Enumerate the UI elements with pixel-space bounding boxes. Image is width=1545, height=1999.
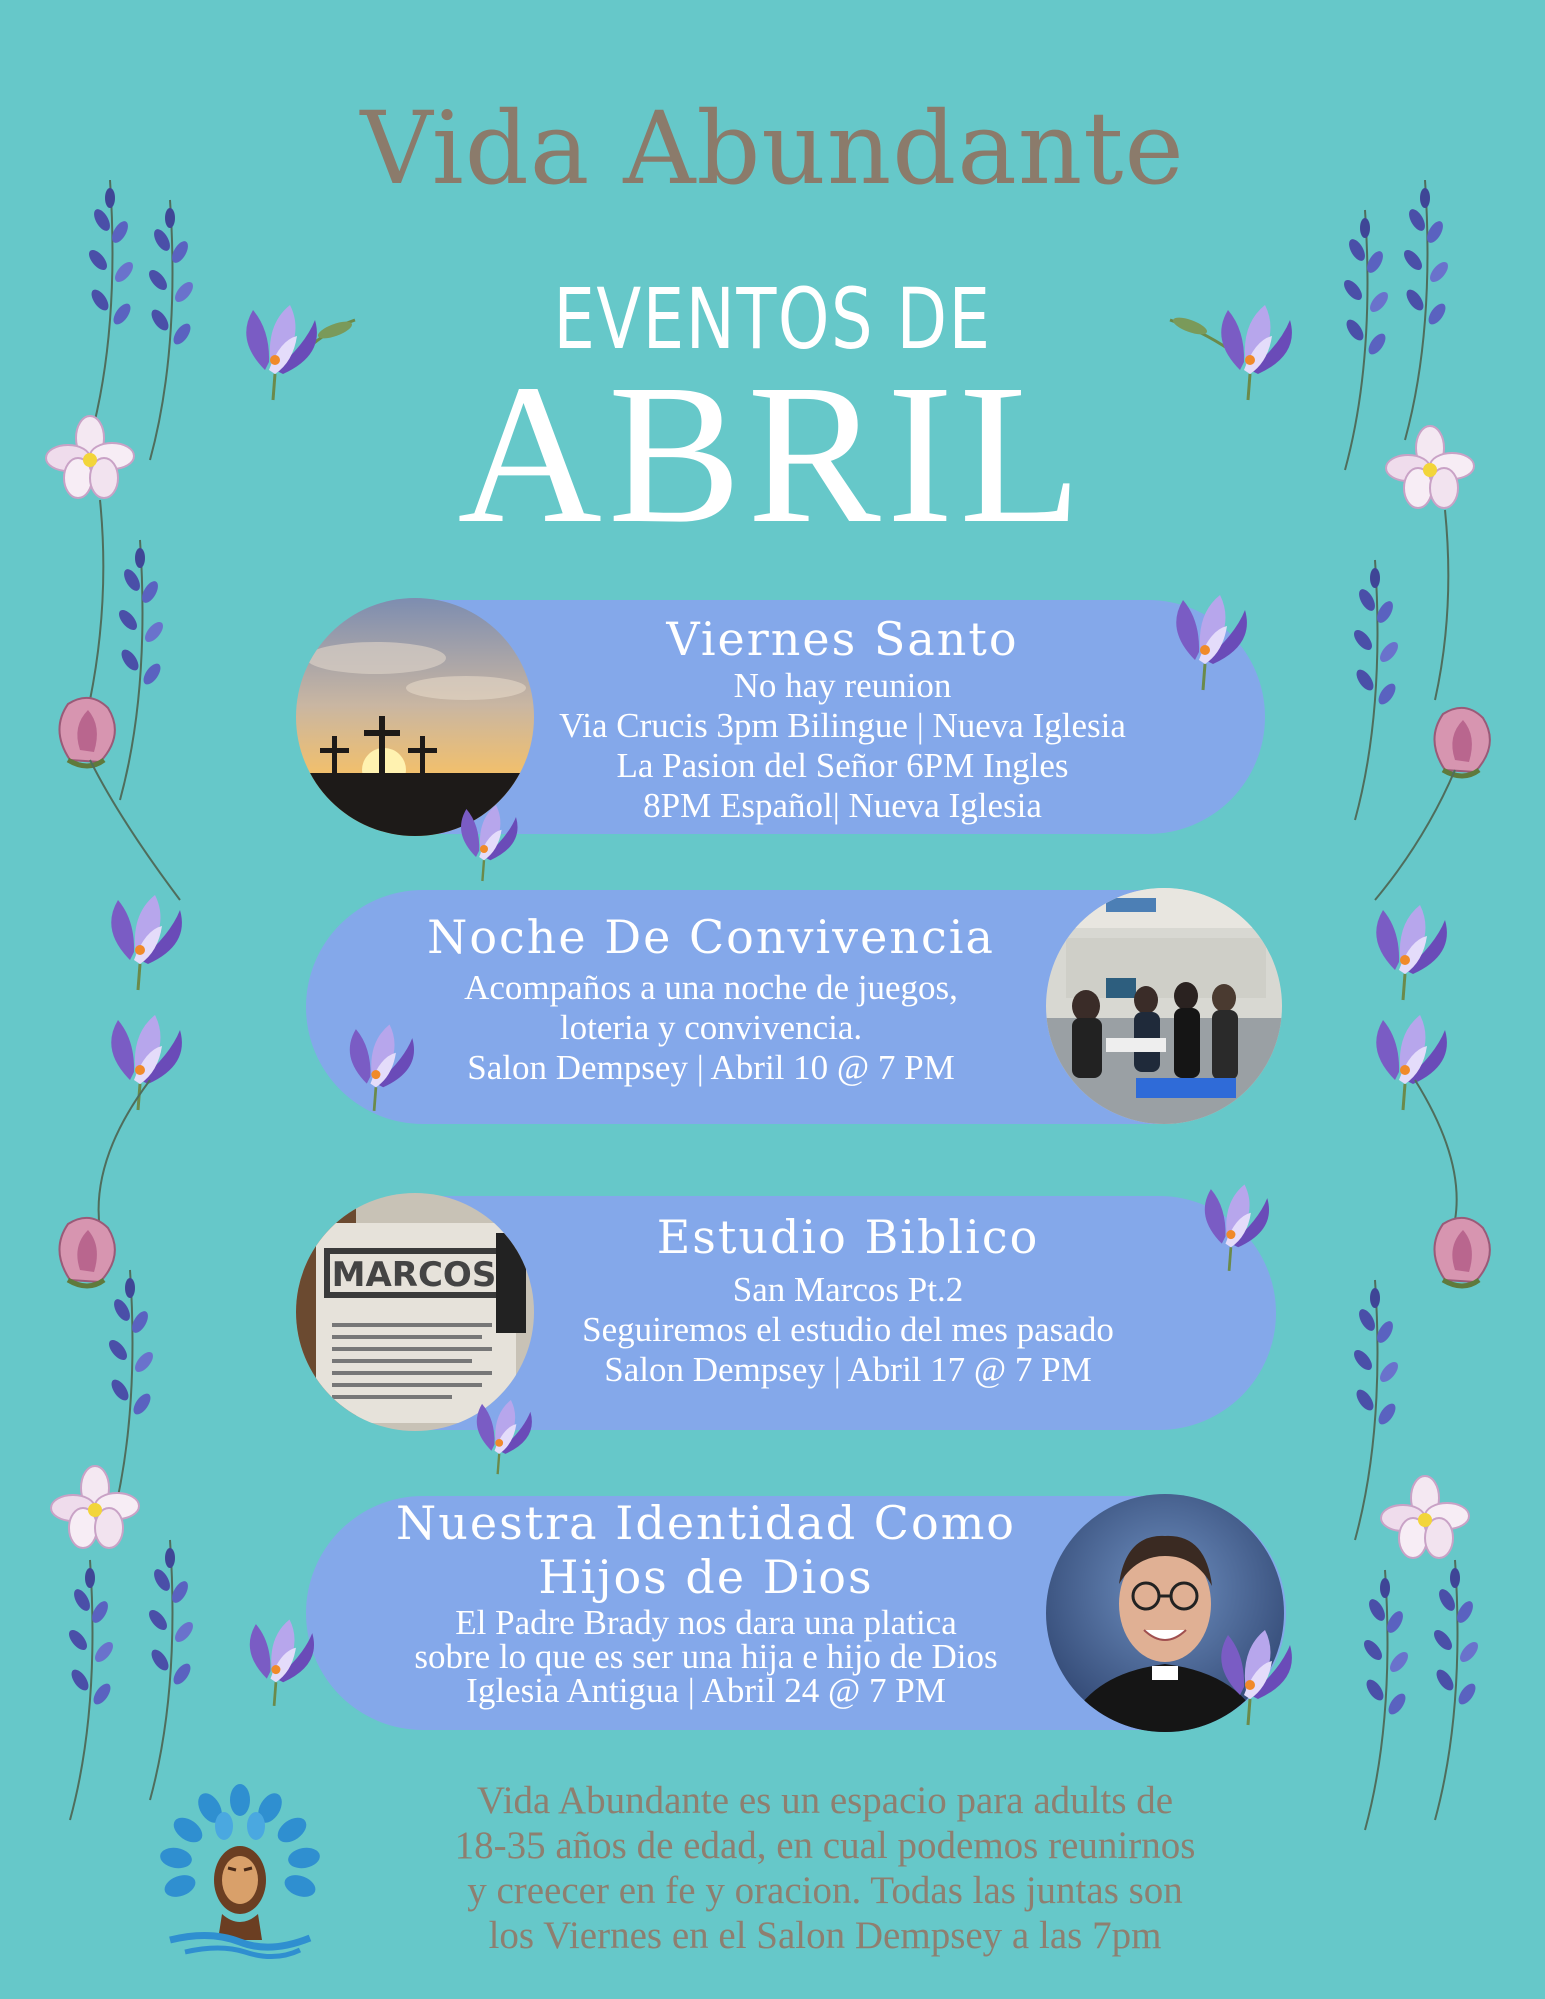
crocus-icon xyxy=(468,1395,546,1483)
bible-word: MARCOS xyxy=(331,1255,497,1295)
crocus-icon xyxy=(1160,300,1310,410)
footer-line: 18-35 años de edad, en cual podemos reunirnos xyxy=(454,1824,1196,1867)
footer-line: los Viernes en el Salon Dempsey a las 7pm xyxy=(488,1914,1162,1957)
event-title: Noche De Convivencia xyxy=(427,910,995,964)
crocus-icon xyxy=(235,1615,335,1715)
event-line: loteria y convivencia. xyxy=(559,1008,863,1047)
footer-description xyxy=(330,1778,1320,1958)
event-title: Viernes Santo xyxy=(666,612,1019,666)
event-line: No hay reunion xyxy=(733,666,952,705)
page-subtitle: EVENTOS DE xyxy=(553,270,992,368)
page-title: Vida Abundante xyxy=(360,90,1185,207)
event-title-line2: Hijos de Dios xyxy=(538,1550,874,1604)
event-line: Seguiremos el estudio del mes pasado xyxy=(582,1310,1114,1349)
photo-game-night xyxy=(1046,888,1282,1124)
crocus-icon xyxy=(235,300,365,410)
crocus-icon xyxy=(335,1020,435,1120)
event-line: Via Crucis 3pm Bilingue | Nueva Iglesia xyxy=(559,706,1126,745)
event-line: El Padre Brady nos dara una platica xyxy=(455,1603,957,1642)
left-floral-border xyxy=(30,180,260,1840)
event-line: Acompaños a una noche de juegos, xyxy=(464,968,958,1007)
event-line: La Pasion del Señor 6PM Ingles xyxy=(616,746,1069,785)
event-line: sobre lo que es ser una hija e hijo de Dios xyxy=(414,1637,998,1676)
event-line: San Marcos Pt.2 xyxy=(732,1270,964,1309)
event-title: Estudio Biblico xyxy=(656,1210,1040,1264)
right-floral-border xyxy=(1305,180,1535,1840)
event-title-line1: Nuestra Identidad Como xyxy=(395,1496,1017,1550)
crocus-icon xyxy=(1160,590,1270,700)
crocus-icon xyxy=(452,800,532,890)
event-line: Iglesia Antigua | Abril 24 @ 7 PM xyxy=(466,1671,946,1710)
crocus-icon xyxy=(1190,1180,1290,1280)
footer-line: y creecer en fe y oracion. Todas las juntas son xyxy=(467,1869,1183,1912)
crocus-icon xyxy=(1205,1625,1315,1735)
footer-line: Vida Abundante es un espacio para adults de xyxy=(476,1779,1174,1822)
month-heading: ABRIL xyxy=(457,344,1088,565)
event-line: 8PM Español| Nueva Iglesia xyxy=(643,786,1042,825)
tree-logo xyxy=(150,1780,330,1960)
event-line: Salon Dempsey | Abril 17 @ 7 PM xyxy=(604,1350,1092,1389)
event-line: Salon Dempsey | Abril 10 @ 7 PM xyxy=(467,1048,955,1087)
